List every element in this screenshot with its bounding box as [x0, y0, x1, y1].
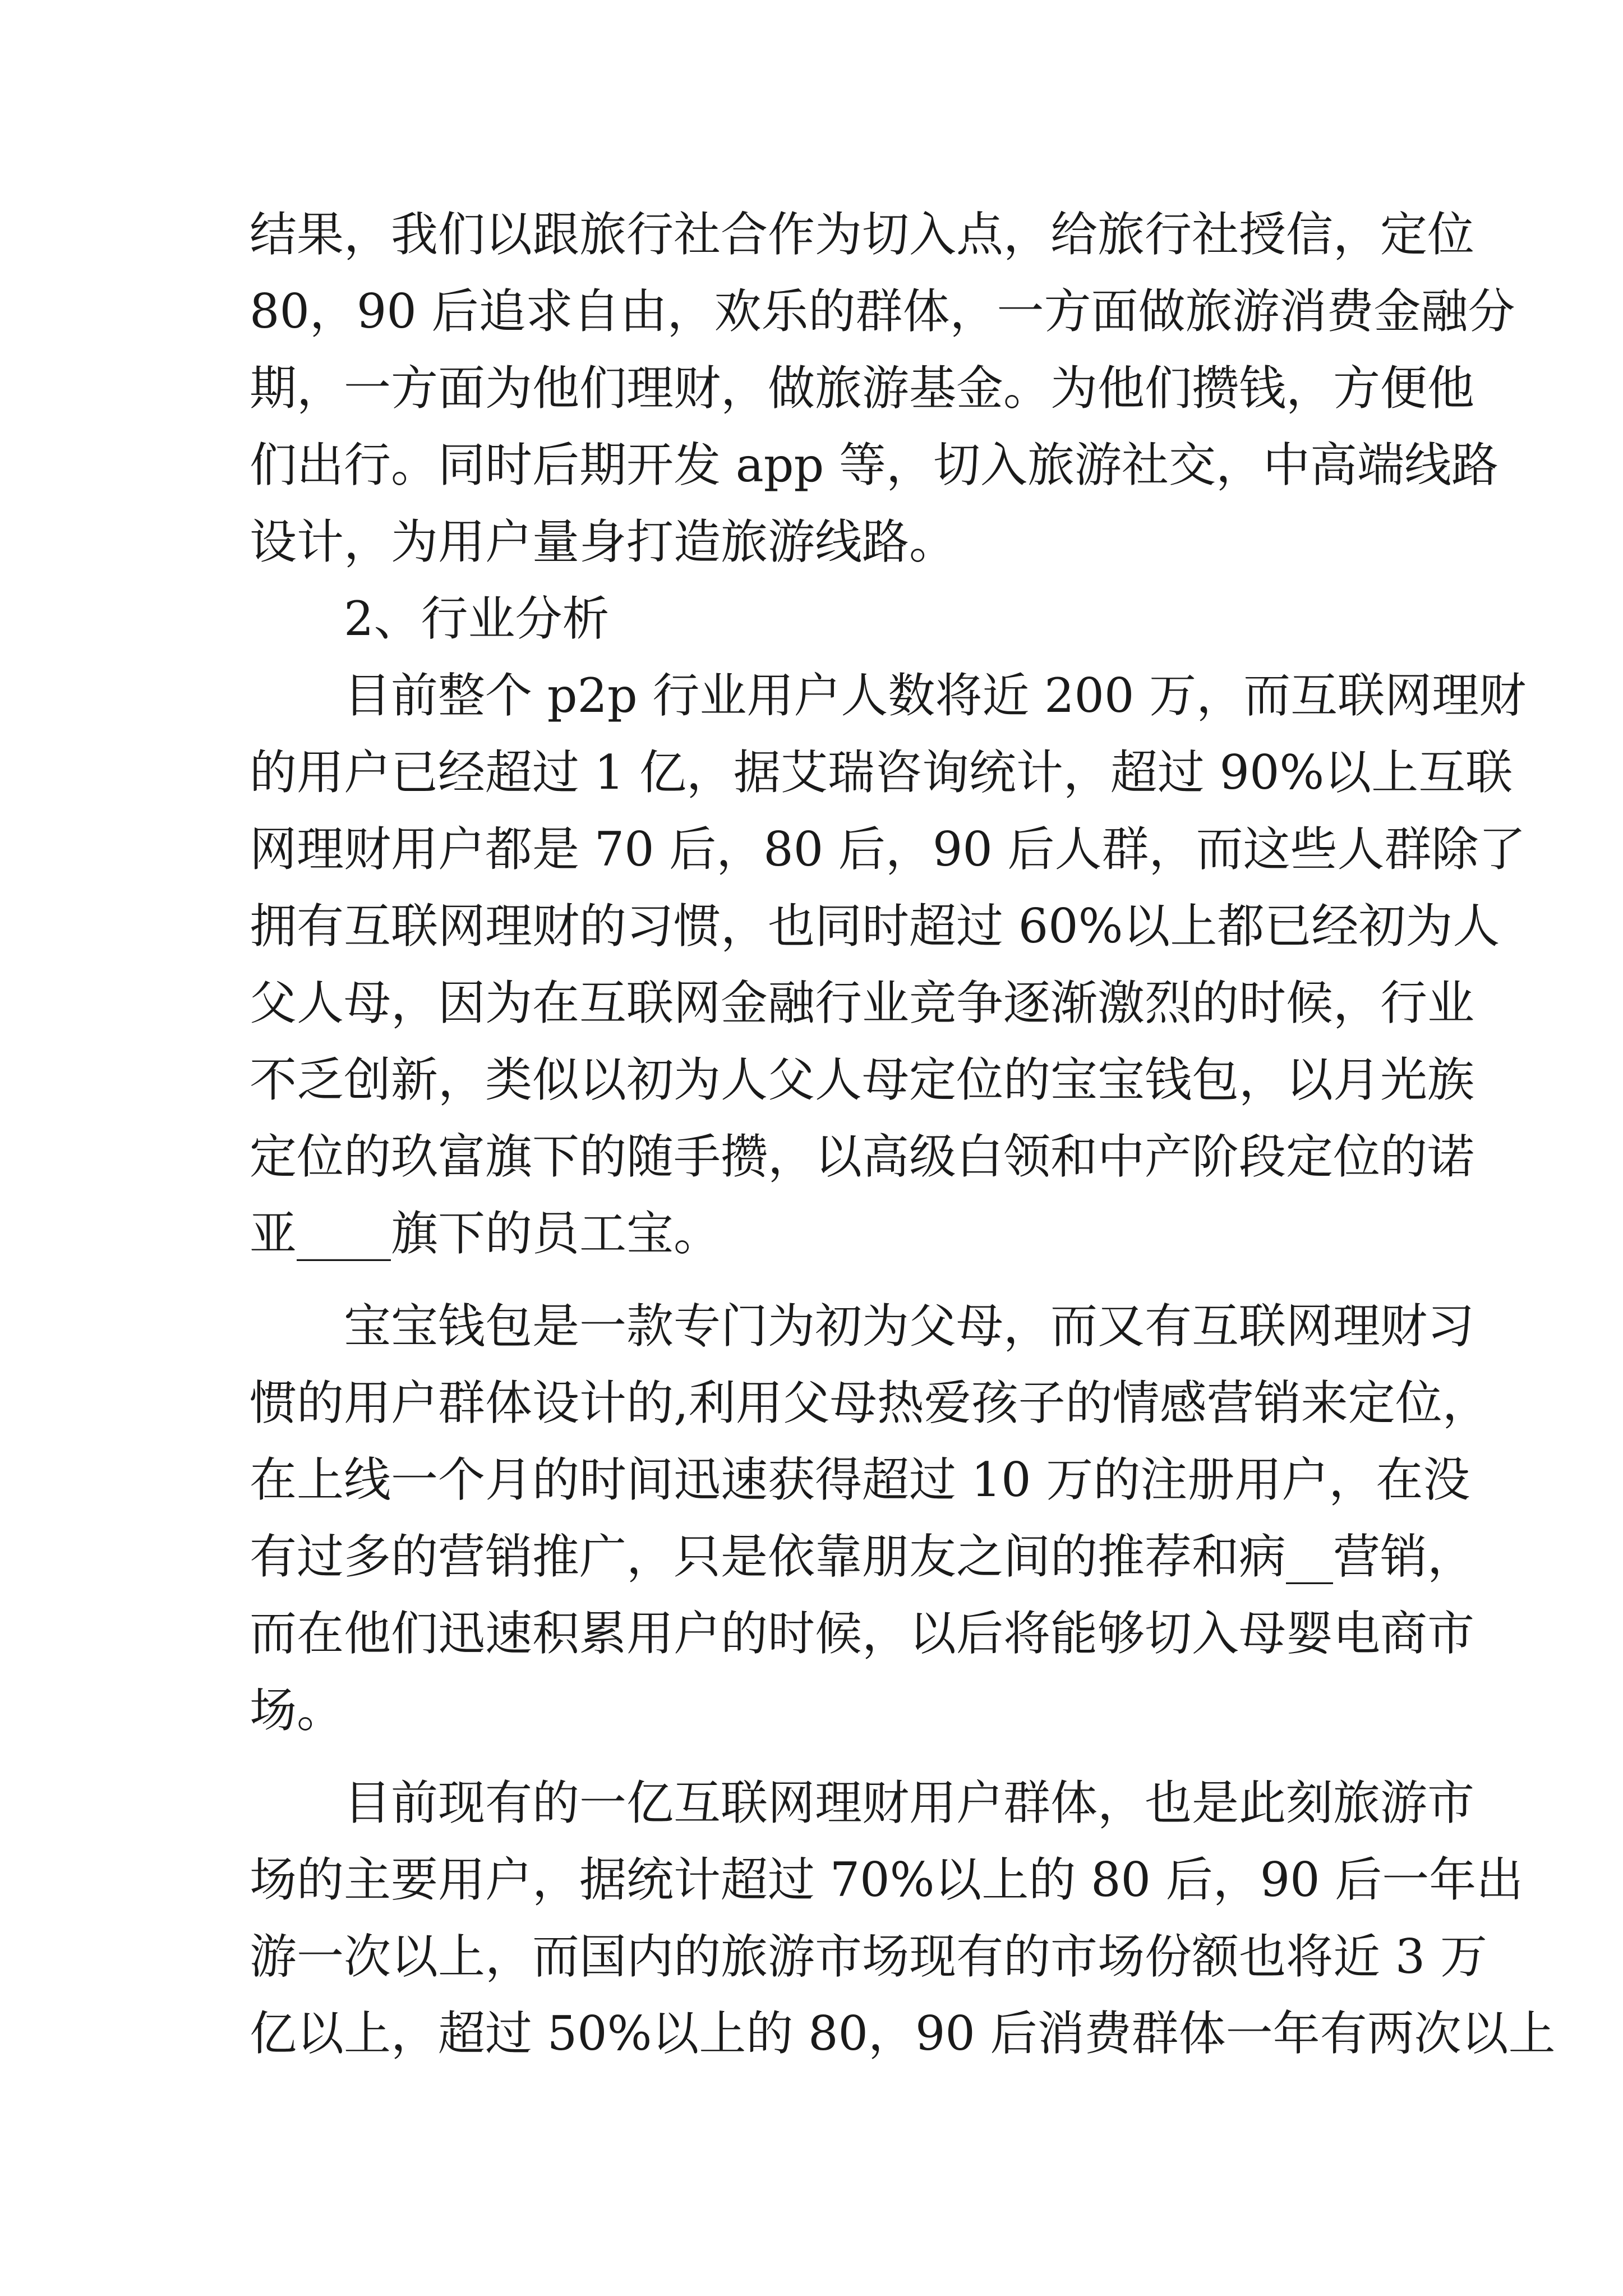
- text-line: 惯的用户群体设计的,利用父母热爱孩子的情感营销来定位，: [250, 1375, 1490, 1430]
- text-line: 亚____旗下的员工宝。: [250, 1206, 721, 1261]
- paragraph-industry-analysis: [250, 657, 1527, 1272]
- text-line: 期，一方面为他们理财，做旅游基金。为他们攒钱，方便他: [250, 361, 1475, 416]
- text-line: 不乏创新，类似以初为人父人母定位的宝宝钱包，以月光族: [250, 1052, 1475, 1107]
- text-line: 宝宝钱包是一款专门为初为父母，而又有互联网理财习: [344, 1299, 1475, 1354]
- text-line: 网理财用户都是 70 后，80 后，90 后人群，而这些人群除了: [250, 822, 1526, 877]
- text-line: 目前现有的一亿互联网理财用户群体，也是此刻旅游市: [344, 1775, 1475, 1830]
- paragraph-travel-market: [250, 1765, 1556, 2072]
- paragraph-baby-wallet: [250, 1288, 1490, 1749]
- text-line: 父人母，因为在互联网金融行业竞争逐渐激烈的时候，行业: [250, 976, 1475, 1030]
- text-line: 80，90 后追求自由，欢乐的群体，一方面做旅游消费金融分: [250, 284, 1515, 339]
- text-line: 在上线一个月的时间迅速获得超过 10 万的注册用户，在没: [250, 1452, 1470, 1507]
- text-line: 有过多的营销推广，只是依靠朋友之间的推荐和病__营销，: [250, 1529, 1475, 1584]
- text-line: 们出行。同时后期开发 app 等，切入旅游社交，中高端线路: [250, 438, 1499, 493]
- text-line: 的用户已经超过 1 亿，据艾瑞咨询统计，超过 90%以上互联: [250, 745, 1513, 800]
- text-line: 场的主要用户，据统计超过 70%以上的 80 后，90 后一年出: [250, 1852, 1524, 1907]
- text-line: 而在他们迅速积累用户的时候，以后将能够切入母婴电商市: [250, 1606, 1475, 1661]
- text-line: 定位的玖富旗下的随手攒，以高级白领和中产阶段定位的诺: [250, 1129, 1475, 1184]
- text-line: 亿以上，超过 50%以上的 80，90 后消费群体一年有两次以上: [250, 2006, 1556, 2061]
- text-line: 游一次以上，而国内的旅游市场现有的市场份额也将近 3 万: [250, 1929, 1487, 1984]
- text-line: 目前整个 p2p 行业用户人数将近 200 万，而互联网理财: [344, 668, 1527, 723]
- text-line: 结果，我们以跟旅行社合作为切入点，给旅行社授信，定位: [250, 207, 1475, 262]
- text-line: 设计，为用户量身打造旅游线路。: [250, 514, 957, 569]
- text-line: 拥有互联网理财的习惯，也同时超过 60%以上都已经初为人: [250, 899, 1500, 954]
- text-line: 场。: [250, 1683, 344, 1738]
- document-page: [250, 196, 1556, 2072]
- paragraph-positioning: [250, 196, 1515, 581]
- section-heading: 2、行业分析: [344, 591, 610, 646]
